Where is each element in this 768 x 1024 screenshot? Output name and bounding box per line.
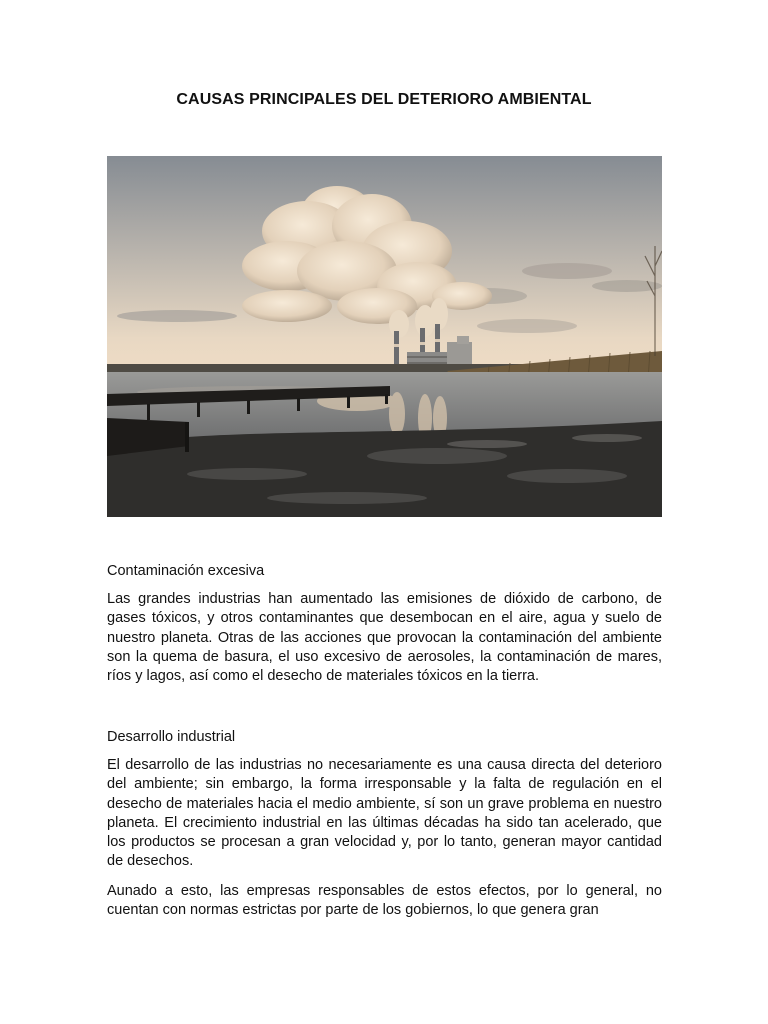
power-plant-photo <box>107 156 662 517</box>
paragraph-contaminacion: Las grandes industrias han aumentado las emisiones de dióxido de carbono, de gases tóxicos, y otros contaminantes que desembocan en el aire, agua y suelo de nuestro planeta. Otras de las acciones que provocan la contaminación del ambiente son la quema de basura, el uso excesivo de aerosoles, la contaminación de mares, ríos y lagos, así como el desecho de materiales tóxicos en la tierra. <box>107 591 662 685</box>
document-title: CAUSAS PRINCIPALES DEL DETERIORO AMBIENTAL <box>176 91 592 108</box>
section-heading-contaminacion: Contaminación excesiva <box>107 563 265 579</box>
section-heading-desarrollo: Desarrollo industrial <box>107 729 236 745</box>
paragraph-desarrollo-1: El desarrollo de las industrias no necesariamente es una causa directa del deterioro del ambiente; sin embargo, la forma irresponsable y la falta de regulación en el desecho de materiales hacia el medio ambiente, sí son un grave problema en nuestro planeta. El crecimiento industrial en las últimas décadas ha sido tan acelerado, que los productos se procesan a gran velocidad y, por lo tanto, generan mayor cantidad de desechos. <box>107 757 662 870</box>
paragraph-desarrollo-2: Aunado a esto, las empresas responsables de estos efectos, por lo general, no cuentan con normas estrictas por parte de los gobiernos, lo que genera gran <box>107 883 662 919</box>
